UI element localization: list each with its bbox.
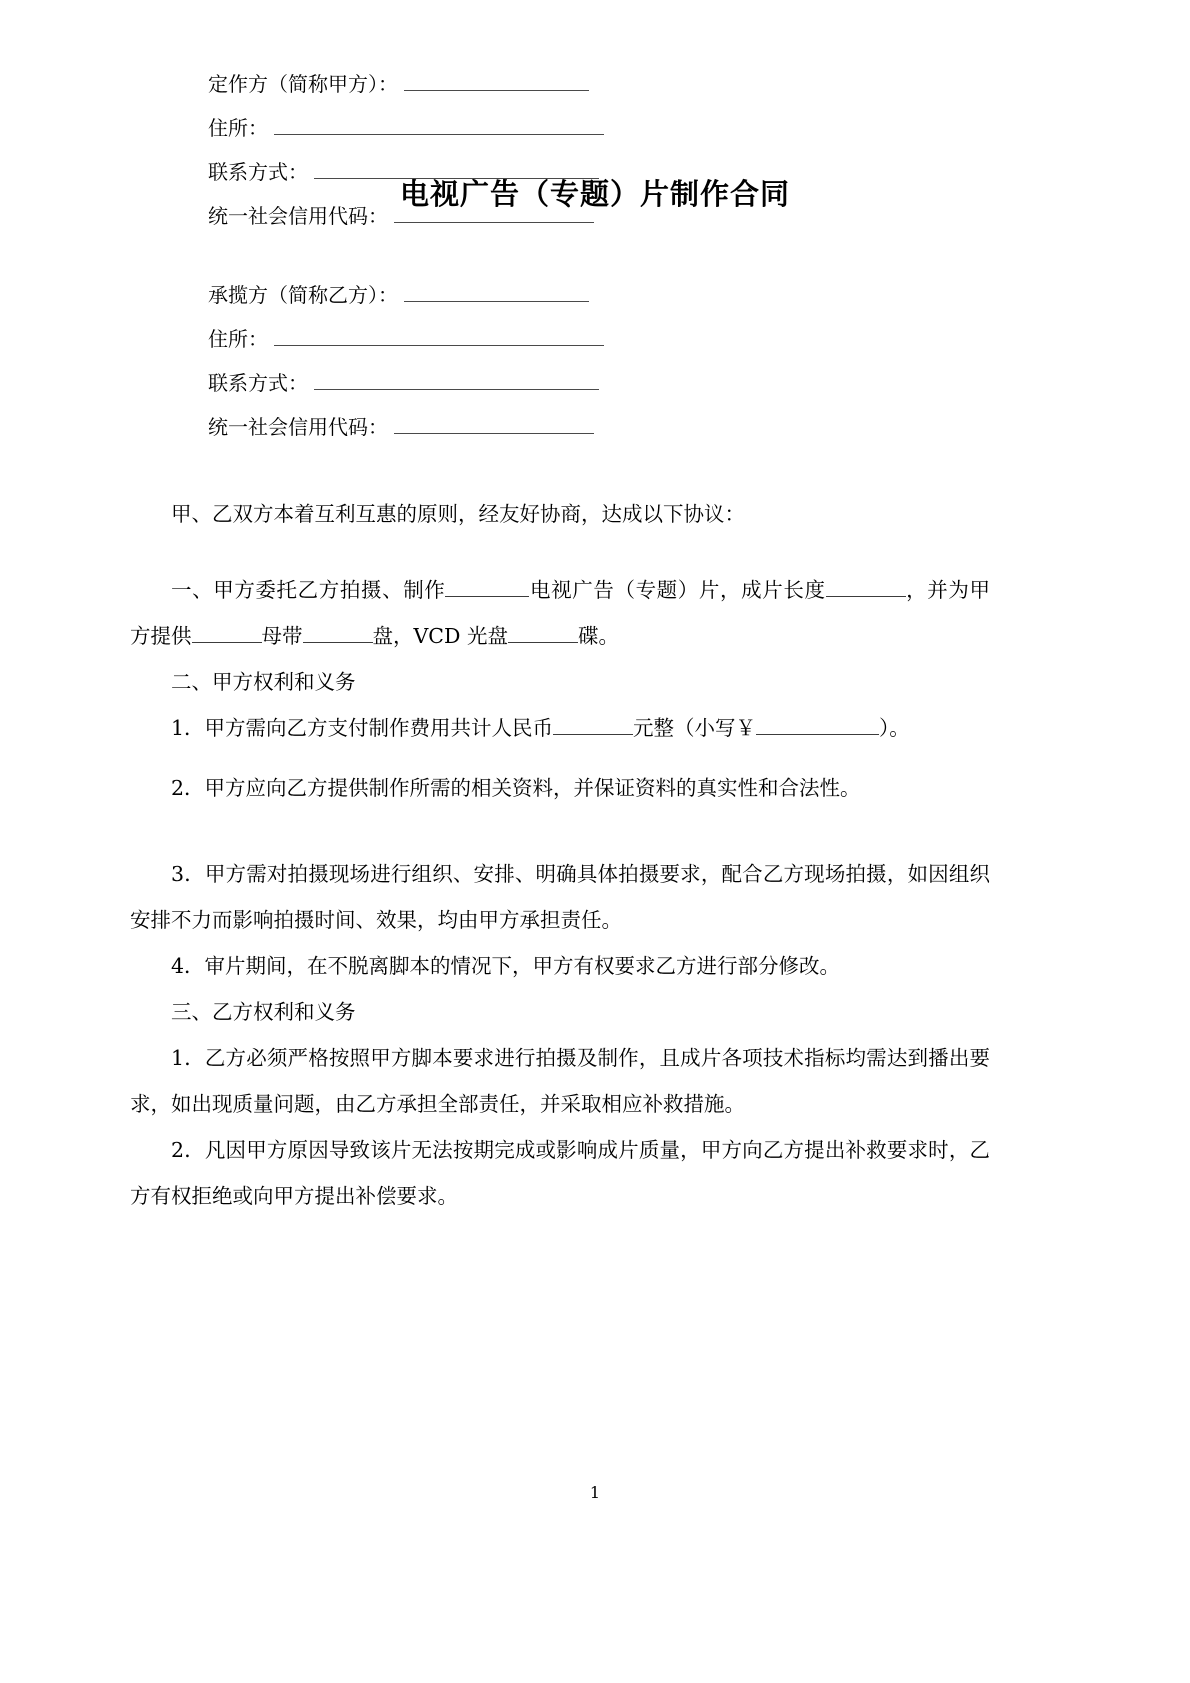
article-one bbox=[130, 567, 990, 659]
article-one-text-6: 碟。 bbox=[577, 624, 619, 648]
section-two-item-1-text-1: 1．甲方需向乙方支付制作费用共计人民币 bbox=[171, 716, 554, 740]
article-one-blank-length-b[interactable] bbox=[846, 576, 906, 598]
party-b-credit-code-row bbox=[130, 405, 990, 449]
section-three-heading-text: 三、乙方权利和义务 bbox=[171, 1000, 356, 1024]
section-two-item-4-text: 4．审片期间，在不脱离脚本的情况下，甲方有权要求乙方进行部分修改。 bbox=[171, 954, 841, 978]
party-a-contact-row bbox=[130, 150, 990, 194]
section-two-item-1-text-3: ）。 bbox=[879, 716, 910, 740]
party-b-contact-row bbox=[130, 361, 990, 405]
party-b-address-label: 住所： bbox=[208, 327, 268, 351]
section-two-blank-amount-digits-b[interactable] bbox=[851, 714, 879, 736]
section-two-item-3 bbox=[130, 851, 990, 943]
page-title: 电视广告（专题）片制作合同 bbox=[399, 177, 790, 211]
article-one-blank-tape-count[interactable] bbox=[303, 622, 373, 644]
article-one-text-5: 盘，VCD 光盘 bbox=[372, 624, 508, 648]
section-two-item-1 bbox=[130, 705, 990, 751]
section-two-heading bbox=[130, 659, 990, 705]
party-a-name-input[interactable] bbox=[404, 69, 589, 91]
party-a-contact-label: 联系方式： bbox=[208, 160, 308, 184]
section-two-blank-amount-words[interactable] bbox=[553, 714, 633, 736]
party-b-address-row bbox=[130, 317, 990, 361]
article-one-blank-length-a[interactable] bbox=[826, 576, 846, 598]
party-a-address-input[interactable] bbox=[274, 113, 604, 135]
article-one-text-1: 一、甲方委托乙方拍摄、制作 bbox=[171, 578, 446, 602]
party-b-name-row bbox=[130, 273, 990, 317]
agreement-intro-text: 甲、乙双方本着互利互惠的原则，经友好协商，达成以下协议： bbox=[171, 502, 745, 526]
section-two-blank-amount-digits-a[interactable] bbox=[756, 714, 851, 736]
article-one-blank-vcd-count[interactable] bbox=[508, 622, 578, 644]
article-one-text-3: ，并为甲方提供 bbox=[130, 578, 990, 648]
document-body bbox=[130, 0, 990, 1219]
party-b-name-label: 承揽方（简称乙方）： bbox=[208, 283, 398, 307]
article-one-blank-tape-type[interactable] bbox=[192, 622, 262, 644]
party-b-contact-label: 联系方式： bbox=[208, 371, 308, 395]
section-three-item-2 bbox=[130, 1127, 990, 1219]
section-three-heading bbox=[130, 989, 990, 1035]
article-one-blank-type[interactable] bbox=[445, 576, 529, 598]
section-two-item-2 bbox=[130, 765, 990, 811]
section-three-item-1 bbox=[130, 1035, 990, 1127]
article-one-text-2: 电视广告（专题）片，成片长度 bbox=[529, 578, 826, 602]
section-two-heading-text: 二、甲方权利和义务 bbox=[171, 670, 356, 694]
section-two-item-4 bbox=[130, 943, 990, 989]
section-three-item-1-text: 1．乙方必须严格按照甲方脚本要求进行拍摄及制作，且成片各项技术指标均需达到播出要求，如出现质量问题，由乙方承担全部责任，并采取相应补救措施。 bbox=[130, 1046, 990, 1116]
party-a-name-row bbox=[130, 62, 990, 106]
page-number: 1 bbox=[589, 1483, 601, 1502]
article-one-text-4: 母带 bbox=[261, 624, 303, 648]
party-b-block bbox=[130, 238, 990, 449]
agreement-intro bbox=[130, 449, 990, 537]
party-a-credit-code-label: 统一社会信用代码： bbox=[208, 204, 388, 228]
section-three-item-2-text: 2．凡因甲方原因导致该片无法按期完成或影响成片质量，甲方向乙方提出补救要求时，乙方有权拒绝或向甲方提出补偿要求。 bbox=[130, 1138, 990, 1208]
party-a-name-label: 定作方（简称甲方）： bbox=[208, 72, 398, 96]
party-b-credit-code-input[interactable] bbox=[394, 412, 594, 434]
party-a-address-row bbox=[130, 106, 990, 150]
section-two-item-1-text-2: 元整（小写￥ bbox=[633, 716, 757, 740]
section-two-item-3-text: 3．甲方需对拍摄现场进行组织、安排、明确具体拍摄要求，配合乙方现场拍摄，如因组织安排不力而影响拍摄时间、效果，均由甲方承担责任。 bbox=[130, 862, 990, 932]
party-b-contact-input[interactable] bbox=[314, 368, 599, 390]
party-b-name-input[interactable] bbox=[404, 280, 589, 302]
party-b-credit-code-label: 统一社会信用代码： bbox=[208, 415, 388, 439]
party-a-block bbox=[130, 0, 990, 238]
party-a-credit-code-row bbox=[130, 194, 990, 238]
party-a-credit-code-input[interactable] bbox=[394, 201, 594, 223]
section-two-item-2-text: 2．甲方应向乙方提供制作所需的相关资料，并保证资料的真实性和合法性。 bbox=[171, 776, 861, 800]
party-a-address-label: 住所： bbox=[208, 116, 268, 140]
party-a-contact-input[interactable] bbox=[314, 157, 599, 179]
party-b-address-input[interactable] bbox=[274, 324, 604, 346]
